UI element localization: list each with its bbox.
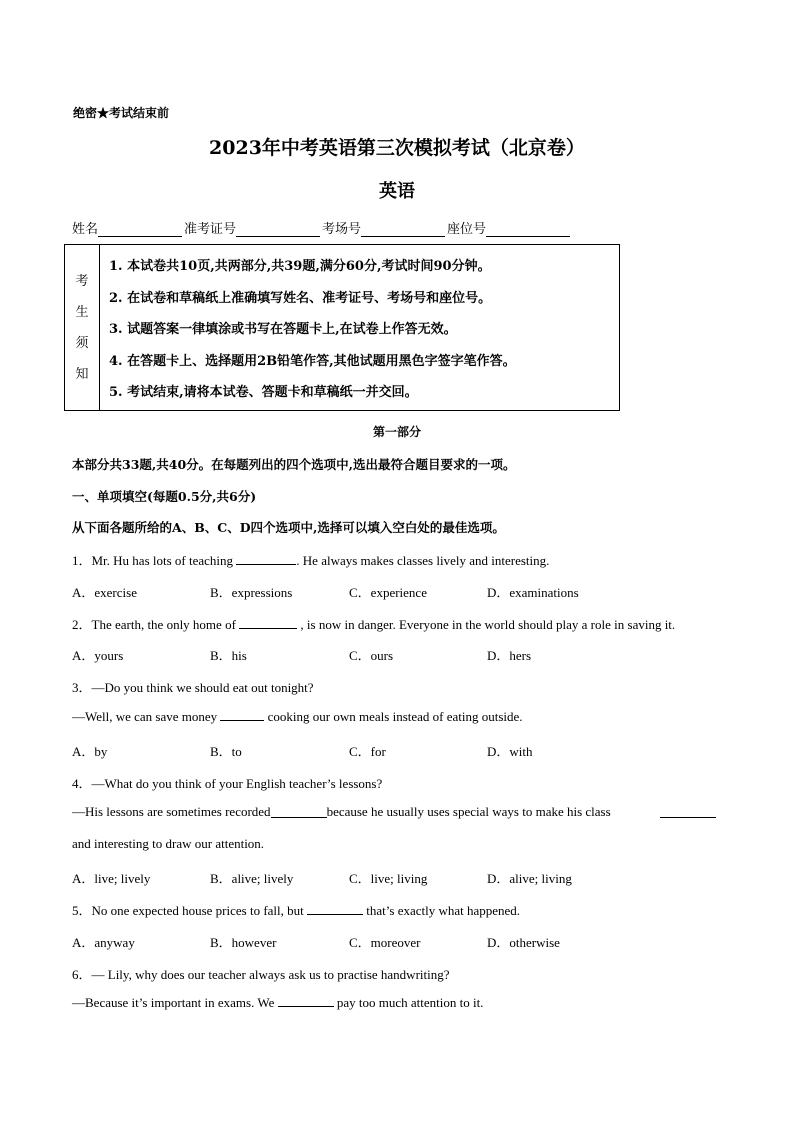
answer-blank [236,553,296,565]
question-2-stem: 2．The earth, the only home of , is now in danger. Everyone in the world should play a role in saving it. [72,617,676,632]
notice-char: 生 [75,304,89,320]
candidate-info-line [72,218,572,237]
question-4-continuation: and interesting to draw our attention. [72,836,265,851]
option-d: D．alive; living [487,871,572,886]
seat-number-label: 座位号 [447,222,487,237]
option-d: D．otherwise [487,935,560,950]
question-4-stem: 4．—What do you think of your English teacher’s lessons? [72,776,383,791]
option-b: B．expressions [210,585,293,600]
notice-side-label [65,245,100,410]
question-3-reply: —Well, we can save money cooking our own meals instead of eating outside. [72,709,523,724]
option-c: C．live; living [349,871,428,886]
candidate-notice-box [64,244,620,411]
exam-room-label: 考场号 [322,222,362,237]
answer-blank [307,903,363,915]
notice-item: 3. 试题答案一律填涂或书写在答题卡上,在试卷上作答无效。 [109,322,457,337]
section-instruction: 从下面各题所给的A、B、C、D四个选项中,选择可以填入空白处的最佳选项。 [72,520,505,535]
option-a: A．live; lively [72,871,151,886]
option-d: D．examinations [487,585,579,600]
question-1-stem: 1．Mr. Hu has lots of teaching . He always makes classes lively and interesting. [72,553,550,568]
subject-title: 英语 [379,181,415,202]
question-6-stem: 6．— Lily, why does our teacher always ask us to practise handwriting? [72,967,450,982]
secret-label: 绝密★考试结束前 [73,106,170,120]
notice-char: 知 [75,366,89,382]
exam-room-blank [361,224,445,237]
option-c: C．experience [349,585,427,600]
answer-blank [660,806,716,818]
option-c: C．for [349,744,386,759]
option-a: A．exercise [72,585,137,600]
option-a: A．yours [72,648,124,663]
notice-char: 考 [75,273,89,289]
option-b: B．to [210,744,242,759]
notice-item: 1. 本试卷共10页,共两部分,共39题,满分60分,考试时间90分钟。 [109,259,491,274]
name-blank [98,224,182,237]
section-title: 一、单项填空(每题0.5分,共6分) [72,489,257,504]
notice-items [109,258,516,416]
question-3-stem: 3．—Do you think we should eat out tonight? [72,680,314,695]
notice-item: 4. 在答题卡上、选择题用2B铅笔作答,其他试题用黑色字签字笔作答。 [109,353,516,369]
option-d: D．hers [487,648,532,663]
exam-title: 2023年中考英语第三次模拟考试（北京卷） [209,137,585,159]
part-one-intro: 本部分共33题,共40分。在每题列出的四个选项中,选出最符合题目要求的一项。 [72,457,516,472]
option-a: A．anyway [72,935,135,950]
notice-item: 5. 考试结束,请将本试卷、答题卡和草稿纸一并交回。 [109,385,418,400]
question-6-reply: —Because it’s important in exams. We pay too much attention to it. [72,995,484,1010]
question-5-stem: 5．No one expected house prices to fall, but that’s exactly what happened. [72,903,521,918]
answer-blank [220,709,264,721]
admission-number-label: 准考证号 [184,222,237,237]
notice-item: 2. 在试卷和草稿纸上准确填写姓名、准考证号、考场号和座位号。 [109,290,492,306]
option-c: C．ours [349,648,394,663]
option-b: B．however [210,935,277,950]
part-one-title: 第一部分 [372,425,421,439]
notice-char: 须 [75,335,89,351]
name-label: 姓名 [72,222,99,237]
option-c: C．moreover [349,935,421,950]
option-d: D．with [487,744,533,759]
admission-number-blank [236,224,320,237]
seat-number-blank [486,224,570,237]
question-4-reply: —His lessons are sometimes recorded because he usually uses special ways to make his class [72,804,716,820]
option-a: A．by [72,744,108,759]
answer-blank [239,617,297,629]
option-b: B．alive; lively [210,871,294,886]
option-b: B．his [210,648,247,663]
answer-blank [271,806,327,818]
answer-blank [278,995,334,1007]
